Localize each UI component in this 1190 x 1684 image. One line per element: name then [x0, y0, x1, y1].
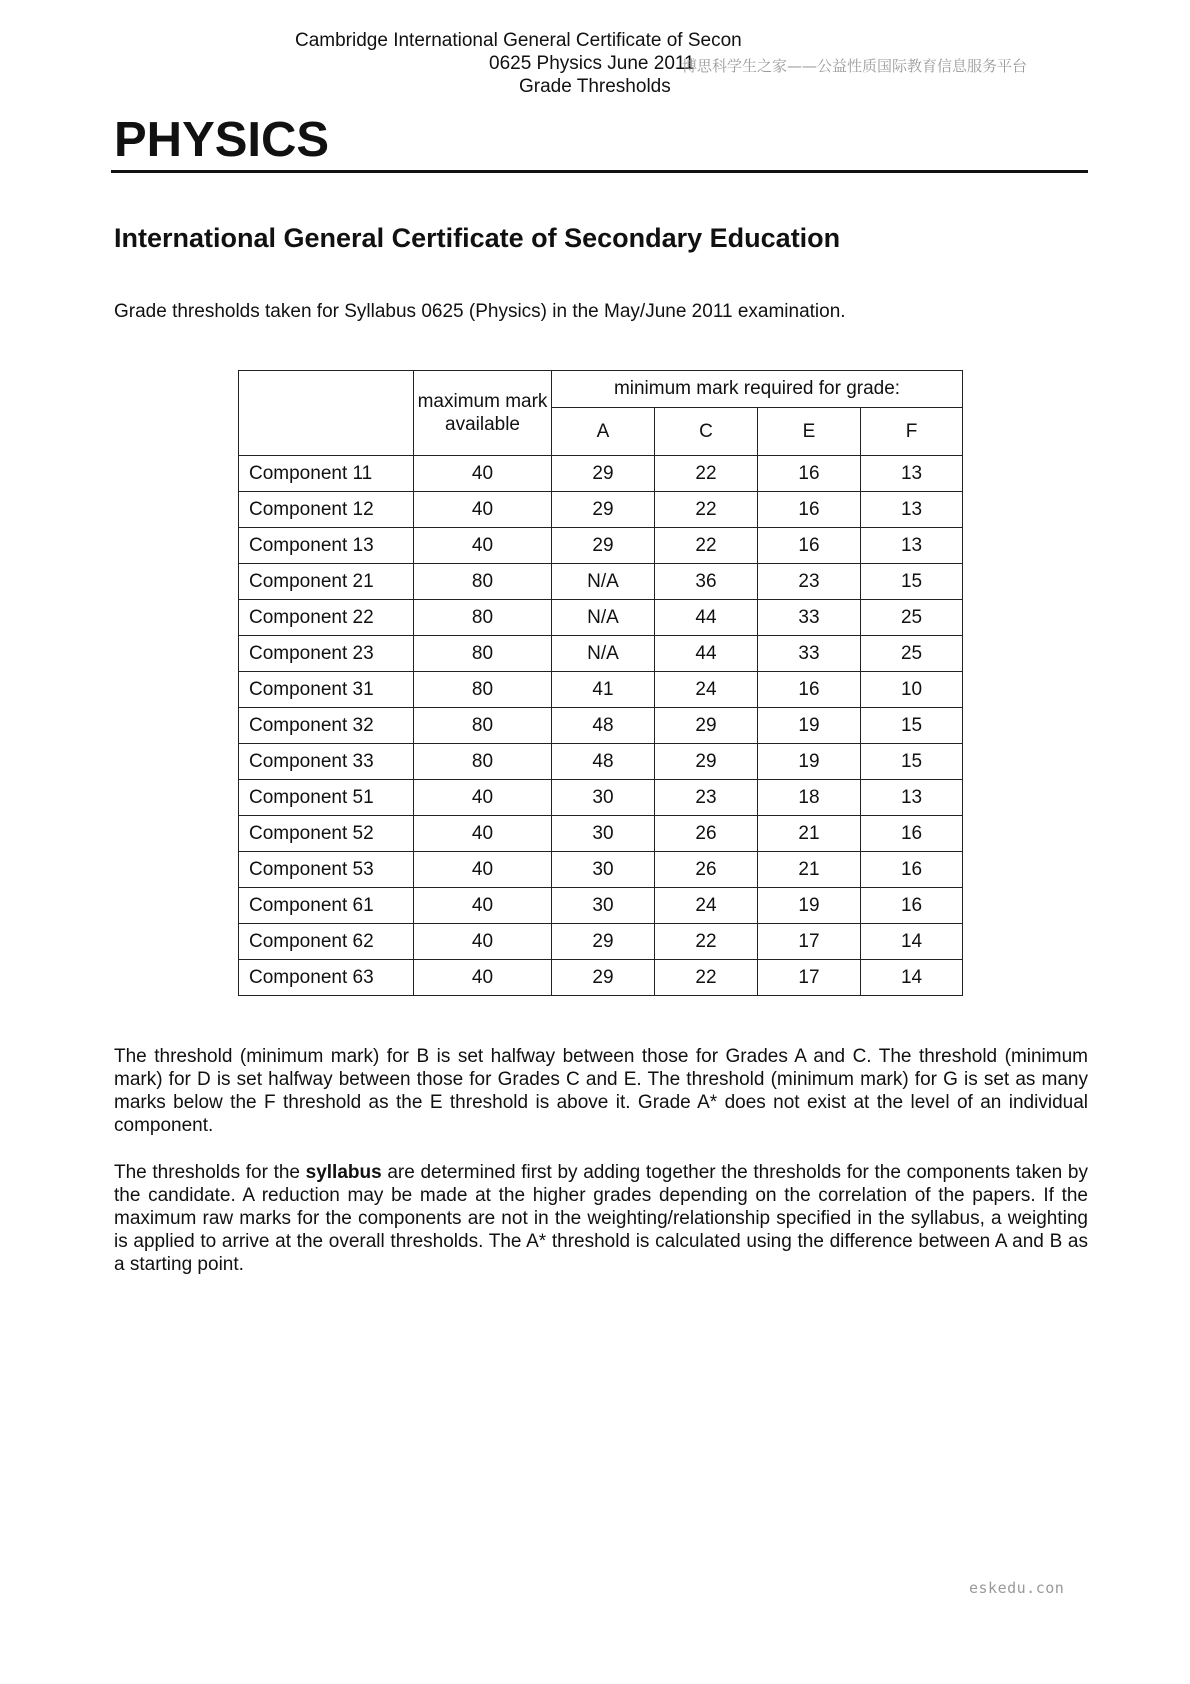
grade-thresholds-table [238, 370, 963, 996]
grade-f-cell: 13 [861, 492, 963, 528]
grade-header-c: C [655, 408, 758, 456]
grade-e-cell: 21 [758, 852, 861, 888]
grade-a-cell: N/A [552, 600, 655, 636]
max-mark-cell: 40 [414, 816, 552, 852]
max-mark-cell: 40 [414, 852, 552, 888]
grade-e-cell: 19 [758, 888, 861, 924]
grade-e-cell: 17 [758, 924, 861, 960]
max-mark-cell: 80 [414, 708, 552, 744]
grade-a-cell: 30 [552, 816, 655, 852]
max-mark-cell: 80 [414, 672, 552, 708]
grade-e-cell: 17 [758, 960, 861, 996]
component-name-cell: Component 12 [239, 492, 414, 528]
max-mark-cell: 40 [414, 456, 552, 492]
max-mark-cell: 40 [414, 528, 552, 564]
table-row [239, 960, 963, 996]
component-name-cell: Component 51 [239, 780, 414, 816]
syllabus-note-paragraph [114, 1161, 1088, 1276]
component-name-cell: Component 31 [239, 672, 414, 708]
component-name-cell: Component 62 [239, 924, 414, 960]
grade-e-cell: 16 [758, 528, 861, 564]
grade-a-cell: 48 [552, 744, 655, 780]
grade-c-cell: 22 [655, 924, 758, 960]
grade-header-a: A [552, 408, 655, 456]
grade-f-cell: 15 [861, 708, 963, 744]
grade-c-cell: 23 [655, 780, 758, 816]
intro-text: Grade thresholds taken for Syllabus 0625 (Physics) in the May/June 2011 examination. [114, 301, 846, 322]
grade-e-cell: 16 [758, 456, 861, 492]
component-name-cell: Component 53 [239, 852, 414, 888]
grade-e-cell: 33 [758, 600, 861, 636]
max-mark-cell: 80 [414, 564, 552, 600]
component-name-cell: Component 61 [239, 888, 414, 924]
table-row [239, 852, 963, 888]
grade-f-cell: 16 [861, 852, 963, 888]
grade-c-cell: 29 [655, 744, 758, 780]
syllabus-note-rest: are determined first by adding together the thresholds for the components taken by the candidate. A reduction may be made at the higher grades depending on the correlation of the papers. If the maximum raw marks for the components are not in the weighting/relationship specified in the syllabus, a weighting is applied to arrive at the overall thresholds. The A* threshold is calculated using the difference between A and B as a starting point. [114, 1162, 1088, 1275]
grade-e-cell: 16 [758, 672, 861, 708]
table-row [239, 780, 963, 816]
table-row [239, 924, 963, 960]
grade-a-cell: 29 [552, 960, 655, 996]
grade-a-cell: 29 [552, 456, 655, 492]
grade-a-cell: 29 [552, 528, 655, 564]
threshold-note-paragraph: The threshold (minimum mark) for B is set halfway between those for Grades A and C. The threshold (minimum mark) for D is set halfway between those for Grades C and E. The threshold (minimum mark) for G is set as many marks below the F threshold as the E threshold is above it. Grade A* does not exist at the level of an individual component. [114, 1046, 1088, 1136]
table-row [239, 636, 963, 672]
watermark-text: 博思科学生之家——公益性质国际教育信息服务平台 [682, 57, 1028, 75]
grade-c-cell: 26 [655, 816, 758, 852]
component-name-cell: Component 52 [239, 816, 414, 852]
grade-c-cell: 26 [655, 852, 758, 888]
table-row [239, 672, 963, 708]
grade-f-cell: 15 [861, 744, 963, 780]
component-name-cell: Component 32 [239, 708, 414, 744]
grade-f-cell: 14 [861, 924, 963, 960]
max-mark-cell: 80 [414, 636, 552, 672]
grade-e-cell: 16 [758, 492, 861, 528]
header-line-3: Grade Thresholds [519, 76, 671, 97]
grade-c-cell: 44 [655, 600, 758, 636]
page-title: PHYSICS [114, 113, 330, 167]
grade-c-cell: 24 [655, 672, 758, 708]
grade-e-cell: 21 [758, 816, 861, 852]
grade-a-cell: 41 [552, 672, 655, 708]
max-mark-header: maximum mark available [414, 371, 552, 456]
max-mark-cell: 40 [414, 960, 552, 996]
component-name-cell: Component 11 [239, 456, 414, 492]
grade-f-cell: 14 [861, 960, 963, 996]
grade-c-cell: 44 [655, 636, 758, 672]
component-name-cell: Component 22 [239, 600, 414, 636]
component-name-cell: Component 33 [239, 744, 414, 780]
grade-c-cell: 29 [655, 708, 758, 744]
grade-f-cell: 16 [861, 888, 963, 924]
max-mark-cell: 40 [414, 888, 552, 924]
grade-c-cell: 22 [655, 492, 758, 528]
grade-e-cell: 18 [758, 780, 861, 816]
grade-c-cell: 24 [655, 888, 758, 924]
grade-header-e: E [758, 408, 861, 456]
title-rule [111, 170, 1088, 173]
grade-e-cell: 19 [758, 744, 861, 780]
page-subtitle: International General Certificate of Secondary Education [114, 223, 841, 253]
max-mark-cell: 80 [414, 600, 552, 636]
table-row [239, 528, 963, 564]
max-mark-cell: 40 [414, 780, 552, 816]
grade-a-cell: 30 [552, 888, 655, 924]
grade-e-cell: 33 [758, 636, 861, 672]
grade-f-cell: 13 [861, 780, 963, 816]
component-name-cell: Component 63 [239, 960, 414, 996]
grade-e-cell: 19 [758, 708, 861, 744]
grade-a-cell: N/A [552, 636, 655, 672]
grade-a-cell: 48 [552, 708, 655, 744]
grade-f-cell: 15 [861, 564, 963, 600]
footer-site: eskedu.con [969, 1579, 1065, 1597]
grade-f-cell: 10 [861, 672, 963, 708]
component-name-cell: Component 21 [239, 564, 414, 600]
max-mark-cell: 40 [414, 492, 552, 528]
table-row [239, 708, 963, 744]
grade-e-cell: 23 [758, 564, 861, 600]
grade-a-cell: 29 [552, 924, 655, 960]
grade-a-cell: 29 [552, 492, 655, 528]
component-name-cell: Component 23 [239, 636, 414, 672]
table-row [239, 744, 963, 780]
grade-a-cell: 30 [552, 852, 655, 888]
grade-a-cell: N/A [552, 564, 655, 600]
corner-cell [239, 371, 414, 456]
grade-a-cell: 30 [552, 780, 655, 816]
table-row [239, 564, 963, 600]
table-row [239, 600, 963, 636]
table-row [239, 456, 963, 492]
table-row [239, 492, 963, 528]
table-row [239, 816, 963, 852]
syllabus-emphasis: syllabus [305, 1162, 382, 1183]
grade-c-cell: 22 [655, 528, 758, 564]
grade-f-cell: 25 [861, 600, 963, 636]
grade-f-cell: 13 [861, 528, 963, 564]
header-line-1: Cambridge International General Certificate of Secon [295, 30, 742, 51]
grade-c-cell: 22 [655, 960, 758, 996]
table-row [239, 888, 963, 924]
grade-header-f: F [861, 408, 963, 456]
syllabus-note-start: The thresholds for the [114, 1162, 306, 1183]
header-line-2: 0625 Physics June 2011 [489, 53, 695, 74]
component-name-cell: Component 13 [239, 528, 414, 564]
max-mark-cell: 80 [414, 744, 552, 780]
grade-f-cell: 25 [861, 636, 963, 672]
grade-f-cell: 16 [861, 816, 963, 852]
max-mark-cell: 40 [414, 924, 552, 960]
grade-f-cell: 13 [861, 456, 963, 492]
min-mark-header: minimum mark required for grade: [552, 371, 963, 408]
grade-c-cell: 22 [655, 456, 758, 492]
table-body [239, 456, 963, 996]
grade-c-cell: 36 [655, 564, 758, 600]
